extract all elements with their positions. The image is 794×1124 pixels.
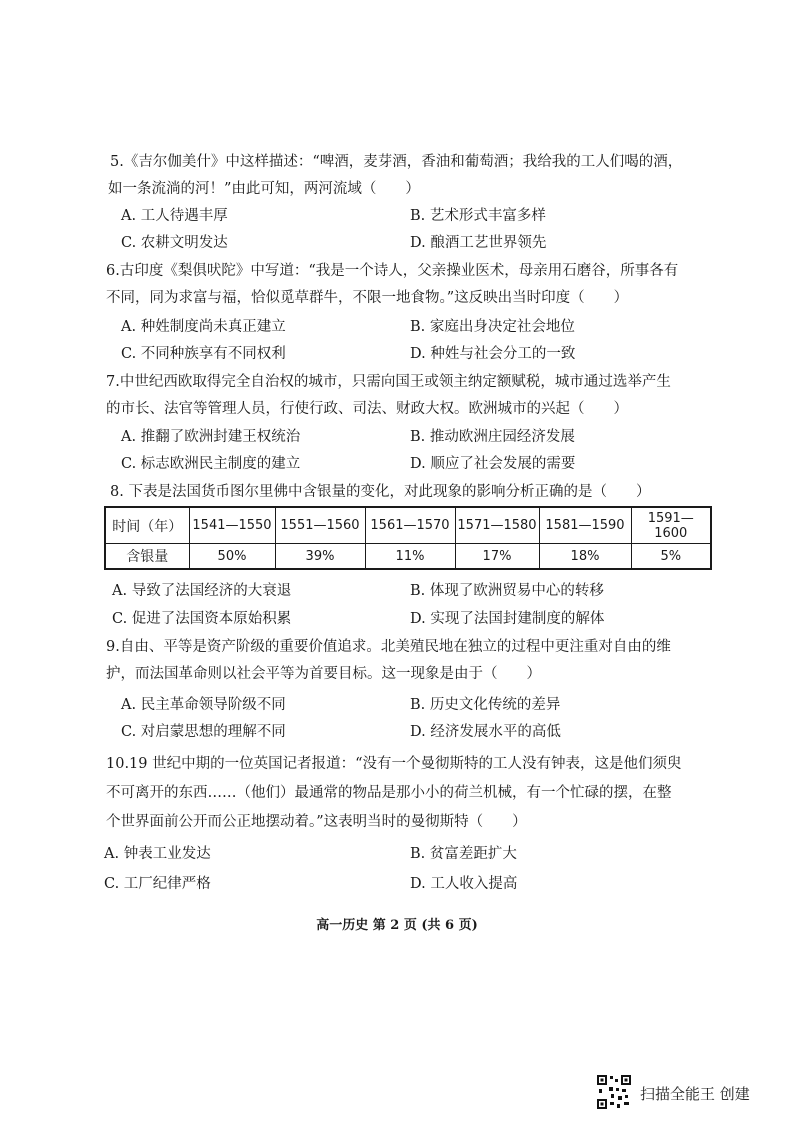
question-8-option-b: B. 体现了欧洲贸易中心的转移 <box>410 583 604 599</box>
table-period: 1591—1600 <box>631 507 711 544</box>
table-period: 1571—1580 <box>455 507 539 544</box>
table-value: 17% <box>455 544 539 569</box>
question-7-line-1: 7.中世纪西欧取得完全自治权的城市，只需向国王或领主纳定额赋税，城市通过选举产生 <box>106 374 671 390</box>
table-row <box>105 544 711 569</box>
question-9-line-1: 9.自由、平等是资产阶级的重要价值追求。北美殖民地在独立的过程中更注重对自由的维 <box>106 639 671 655</box>
question-5-line-2: 如一条流淌的河！”由此可知，两河流域（ ） <box>108 181 420 197</box>
question-7-option-b: B. 推动欧洲庄园经济发展 <box>410 429 575 445</box>
question-6-option-d: D. 种姓与社会分工的一致 <box>410 346 576 362</box>
table-period: 1541—1550 <box>189 507 275 544</box>
table-period: 1551—1560 <box>275 507 365 544</box>
question-8-option-c: C. 促进了法国资本原始积累 <box>112 611 292 627</box>
question-7-option-c: C. 标志欧洲民主制度的建立 <box>121 456 301 472</box>
question-5-line-1: 5.《吉尔伽美什》中这样描述：“啤酒，麦芽酒，香油和葡萄酒；我给我的工人们喝的酒， <box>110 154 683 170</box>
question-10-line-3: 个世界面前公开而公正地摆动着。”这表明当时的曼彻斯特（ ） <box>106 814 527 830</box>
table-value: 18% <box>539 544 631 569</box>
scanner-watermark: 扫描全能王 创建 <box>640 1085 750 1103</box>
question-9-option-a: A. 民主革命领导阶级不同 <box>121 697 286 713</box>
table-value: 39% <box>275 544 365 569</box>
question-10-line-2: 不可离开的东西……（他们）最通常的物品是那小小的荷兰机械，有一个忙碌的摆，在整 <box>106 785 672 801</box>
question-7-option-d: D. 顺应了社会发展的需要 <box>410 456 576 472</box>
question-6-line-1: 6.古印度《梨俱吠陀》中写道：“我是一个诗人，父亲操业医术，母亲用石磨谷，所事各有 <box>106 263 679 279</box>
question-10-option-c: C. 工厂纪律严格 <box>104 876 211 892</box>
question-5-option-a: A. 工人待遇丰厚 <box>121 208 228 224</box>
table-value: 50% <box>189 544 275 569</box>
table-header-label: 时间（年） <box>105 507 189 544</box>
question-10-option-b: B. 贫富差距扩大 <box>410 846 517 862</box>
question-9-option-c: C. 对启蒙思想的理解不同 <box>121 724 286 740</box>
table-header-row <box>105 507 711 544</box>
question-9-option-d: D. 经济发展水平的高低 <box>410 724 561 740</box>
question-6-option-c: C. 不同种族享有不同权利 <box>121 346 286 362</box>
question-6-option-b: B. 家庭出身决定社会地位 <box>410 319 575 335</box>
question-9-line-2: 护，而法国革命则以社会平等为首要目标。这一现象是由于（ ） <box>106 666 541 682</box>
table-row-label: 含银量 <box>105 544 189 569</box>
question-5-option-c: C. 农耕文明发达 <box>121 235 228 251</box>
table-period: 1581—1590 <box>539 507 631 544</box>
question-5-option-b: B. 艺术形式丰富多样 <box>410 208 546 224</box>
question-6-option-a: A. 种姓制度尚未真正建立 <box>121 319 286 335</box>
question-7-line-2: 的市长、法官等管理人员，行使行政、司法、财政大权。欧洲城市的兴起（ ） <box>106 401 628 417</box>
question-10-option-a: A. 钟表工业发达 <box>104 846 211 862</box>
qr-code-icon <box>596 1074 632 1110</box>
table-value: 11% <box>365 544 455 569</box>
page-footer: 高一历史 第 2 页 (共 6 页) <box>316 918 478 933</box>
question-10-line-1: 10.19 世纪中期的一位英国记者报道：“没有一个曼彻斯特的工人没有钟表，这是他们须臾 <box>106 756 682 772</box>
question-8-option-a: A. 导致了法国经济的大衰退 <box>112 583 292 599</box>
question-8-option-d: D. 实现了法国封建制度的解体 <box>410 611 605 627</box>
question-9-option-b: B. 历史文化传统的差异 <box>410 697 561 713</box>
table-period: 1561—1570 <box>365 507 455 544</box>
question-5-option-d: D. 酿酒工艺世界领先 <box>410 235 547 251</box>
silver-content-table <box>104 506 712 570</box>
table-value: 5% <box>631 544 711 569</box>
question-8-line-1: 8. 下表是法国货币图尔里佛中含银量的变化，对此现象的影响分析正确的是（ ） <box>110 484 651 500</box>
question-6-line-2: 不同，同为求富与福，恰似觅草群牛，不限一地食物。”这反映出当时印度（ ） <box>106 290 629 306</box>
question-7-option-a: A. 推翻了欧洲封建王权统治 <box>121 429 301 445</box>
question-10-option-d: D. 工人收入提高 <box>410 876 518 892</box>
